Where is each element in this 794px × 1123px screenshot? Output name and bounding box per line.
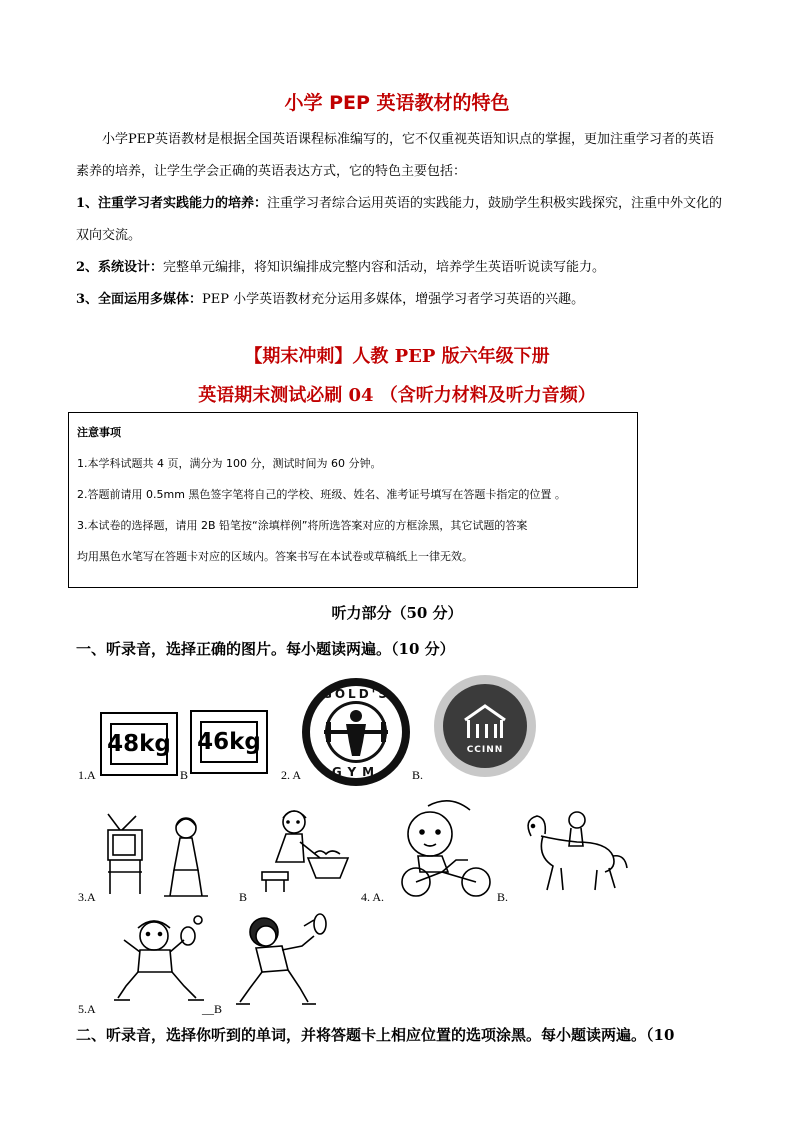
feature-3-text: PEP 小学英语教材充分运用多媒体，增强学习者学习英语的兴趣。 (202, 292, 585, 307)
weight-48kg-label: 48kg (110, 723, 168, 765)
intro-block (76, 124, 726, 188)
golds-gym-logo (300, 676, 412, 788)
part2-instructions: 二、听录音，选择你听到的单词，并将答题卡上相应位置的选项涂黑。每小题读两遍。（10 (76, 1026, 675, 1044)
page-title: 小学 PEP 英语教材的特色 (284, 92, 510, 114)
feature-1-text: 注重学习者综合运用英语的实践能力，鼓励学生积极实践探究，注重中外文化的双向交流。 (76, 196, 723, 243)
feature-1 (76, 188, 726, 252)
notice-item-1: 1.本学科试题共 4 页，满分为 100 分，测试时间为 60 分钟。 (77, 457, 382, 470)
feature-2-text: 完整单元编排，将知识编排成完整内容和活动，培养学生英语听说读写能力。 (163, 260, 606, 275)
weight-46kg-label: 46kg (200, 721, 258, 763)
ccinn-logo (433, 674, 537, 778)
weight-46kg-image (190, 710, 268, 774)
q3-label-a: 3.A (78, 890, 96, 904)
intro-paragraph: 小学PEP英语教材是根据全国英语课程标准编写的，它不仅重视英语知识点的掌握，更加注重学习者的英语素养的培养，让学生学会正确的英语表达方式，它的特色主要包括： (76, 132, 714, 179)
q5-blank: __ (202, 1002, 214, 1016)
girl-watching-tv-image (100, 812, 216, 906)
q2-label-a: 2. A (281, 768, 302, 782)
q3-label-b: B (239, 890, 248, 904)
q2-label-b: B. (412, 768, 424, 782)
feature-3 (76, 284, 726, 316)
q5-label-b: B (214, 1002, 223, 1016)
q1-label-a: 1.A (78, 768, 96, 782)
weight-48kg-image (100, 712, 178, 776)
q1-label-b: B (180, 768, 189, 782)
svg-text:CCINN: CCINN (466, 745, 504, 755)
part1-instructions: 一、听录音，选择正确的图片。每小题读两遍。（10 分） (76, 640, 455, 658)
exam-title-line1: 【期末冲刺】人教 PEP 版六年级下册 (244, 346, 550, 367)
exam-title-line2: 英语期末测试必刷 04 （含听力材料及听力音频） (198, 385, 596, 406)
svg-text:GYM: GYM (331, 765, 381, 779)
girl-washing-clothes-image (254, 806, 352, 896)
feature-3-label: 3、全面运用多媒体： (76, 292, 203, 307)
girl-riding-bike-image (390, 800, 496, 900)
feature-1-label: 1、注重学习者实践能力的培养： (76, 196, 268, 211)
notice-heading: 注意事项 (77, 426, 121, 439)
notice-item-2: 2.答题前请用 0.5mm 黑色签字笔将自己的学校、班级、姓名、准考证号填写在答题卡指定的位置 。 (77, 488, 566, 501)
listening-section-title: 听力部分（50 分） (331, 604, 463, 622)
boy-playing-ping-pong-image (110, 910, 210, 1008)
girl-riding-horse-image (517, 806, 629, 896)
notice-box (68, 412, 638, 588)
q4-label-a: 4. A. (361, 890, 385, 904)
notice-item-3: 3.本试卷的选择题，请用 2B 铅笔按“涂填样例”将所选答案对应的方框涂黑，其它试题的答案 (77, 519, 528, 532)
q5-label-a: 5.A (78, 1002, 96, 1016)
q4-label-b: B. (497, 890, 509, 904)
notice-item-4: 均用黑色水笔写在答题卡对应的区域内。答案书写在本试卷或草稿纸上一律无效。 (77, 550, 473, 563)
feature-2 (76, 252, 726, 284)
svg-text:GOLD'S: GOLD'S (322, 687, 390, 701)
boy-playing-badminton-image (234, 910, 338, 1010)
feature-2-label: 2、系统设计： (76, 260, 164, 275)
